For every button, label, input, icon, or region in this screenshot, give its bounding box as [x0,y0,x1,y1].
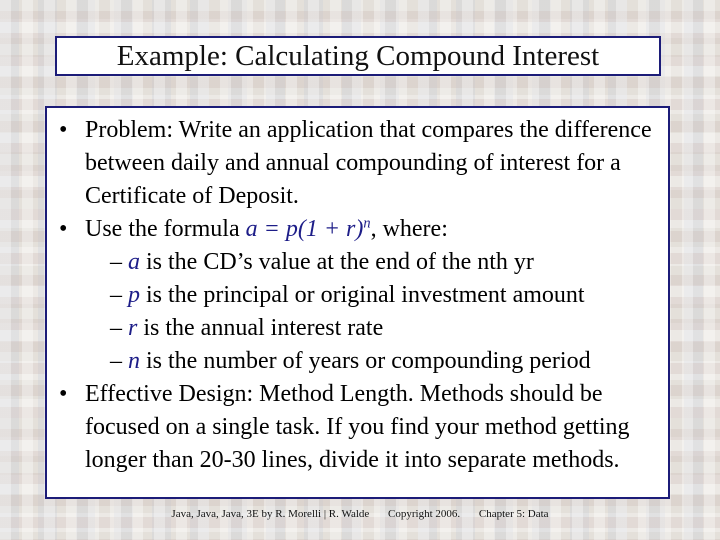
footer-book: Java, Java, Java, 3E by R. Morelli | R. Walde [171,508,370,520]
sub-text-p: is the principal or original investment amount [140,282,585,308]
sub-text-r: is the annual interest rate [137,315,384,341]
formula-expression: p(1 + r) [285,216,364,242]
formula-equals: = [257,216,286,242]
sub-bullet-n [57,345,667,378]
footer-chapter: Chapter 5: Data [478,508,549,520]
sub-text-a: is the CD’s value at the end of the nth yr [140,249,534,275]
bullet-formula [57,213,667,246]
sub-var-n: n [128,348,140,374]
dash-icon: – [110,249,122,275]
sub-text-n: is the number of years or compounding period [140,348,591,374]
formula-exponent: n [363,215,371,232]
dash-icon: – [110,282,122,308]
bullet-icon: • [59,117,68,143]
sub-bullet-p [57,279,667,312]
sub-var-p: p [128,282,140,308]
bullet-icon: • [59,216,68,242]
bullet-design-text: Effective Design: Method Length. Methods should be focused on a single task. If you find your method getting longer than 20-30 lines, divide it into separate methods. [85,381,630,473]
footer-copyright: Copyright 2006. [388,508,461,520]
bullet-problem [57,114,667,213]
bullet-icon: • [59,381,68,407]
bullet-problem-text: Problem: Write an application that compares the difference between daily and annual compounding of interest for a Certificate of Deposit. [85,117,652,209]
formula-suffix: , where: [370,216,448,242]
slide-footer [0,508,720,520]
formula-variable-a: a [245,216,258,242]
bullet-design [57,378,667,477]
sub-bullet-r [57,312,667,345]
sub-var-a: a [128,249,140,275]
slide-title-box [55,36,661,76]
bullet-list [57,114,667,477]
sub-var-r: r [128,315,138,341]
dash-icon: – [110,315,122,341]
slide-title: Example: Calculating Compound Interest [116,39,600,72]
sub-bullet-a [57,246,667,279]
formula-prefix: Use the formula [85,216,246,242]
dash-icon: – [110,348,122,374]
content-box [45,106,670,499]
